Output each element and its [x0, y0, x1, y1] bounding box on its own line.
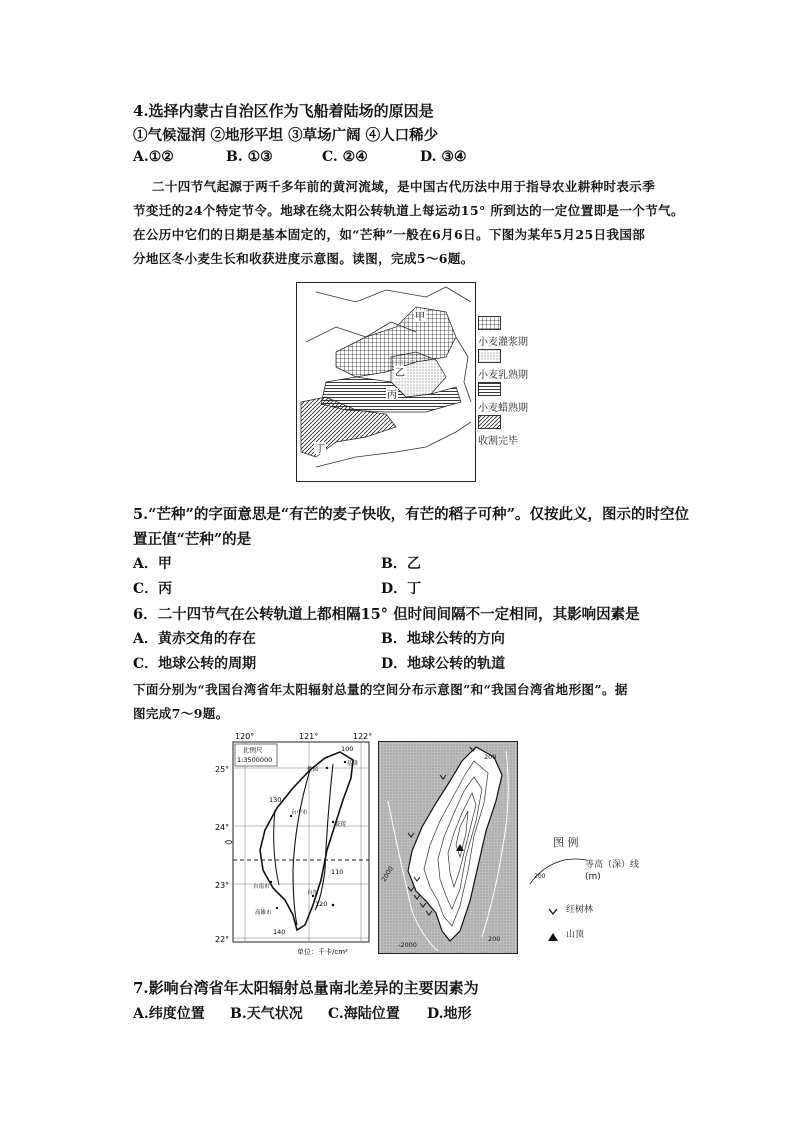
q6-stem: 6．二十四节气在公转轨道上都相隔15° 但时间间隔不一定相同，其影响因素是 [133, 606, 640, 623]
q5-stem-line-1: 5.“芒种”的字面意思是“有芒的麦子快收，有芒的稻子可种”。仅按此义，图示的时空位 [133, 506, 689, 523]
q7-option-a: A.纬度位置 [133, 1006, 205, 1022]
label-jia: 甲 [415, 312, 425, 323]
isoline-legend-symbol [520, 848, 590, 888]
city-taoyuan: 桃园 [307, 767, 319, 773]
legend-harvested-swatch [478, 415, 502, 430]
legend-graining-label: 小麦灌浆期 [478, 337, 528, 348]
isoline-140: 140 [273, 928, 286, 936]
q6-option-a: A．黄赤交角的存在 [133, 631, 256, 647]
scale-title: 比例尺 [243, 746, 263, 754]
q4-stem: 4.选择内蒙古自治区作为飞船着陆场的原因是 [133, 102, 434, 120]
legend-harvested-label: 收割完毕 [478, 436, 518, 447]
depth-label-3: 200 [488, 935, 501, 943]
q6-option-c: C．地球公转的周期 [133, 656, 257, 672]
intro-5-6-line-3: 在公历中它们的日期是基本固定的，如“芒种”一般在6月6日。下图为某年5月25日我国部 [133, 227, 646, 242]
legend-wax-swatch [478, 382, 502, 397]
lon-121: 121° [299, 732, 319, 741]
city-kaohsiung: 高雄市 [255, 910, 272, 916]
lat-25: 25° [215, 765, 230, 774]
intro-7-9-line-2: 图完成7～9题。 [133, 706, 229, 721]
legend-graining-swatch [478, 316, 502, 331]
taiwan-radiation-map [215, 730, 375, 958]
label-bing: 丙 [387, 390, 397, 401]
q4-statements: ①气候湿润 ②地形平坦 ③草场广阔 ④人口稀少 [133, 127, 439, 144]
q4-option-d: D. ③④ [420, 149, 467, 165]
q6-option-b: B．地球公转的方向 [381, 631, 505, 647]
isoline-legend-value: 200 [534, 873, 546, 880]
label-ding: 丁 [315, 444, 325, 455]
lon-120: 120° [235, 732, 255, 741]
q6-option-d: D．地球公转的轨道 [381, 656, 506, 672]
q7-option-d: D.地形 [427, 1006, 472, 1022]
city-hualien: 花莲 [335, 822, 347, 828]
depth-label-2: 2000 [379, 864, 396, 884]
terrain-legend-title: 图 例 [553, 836, 579, 849]
legend-mangrove-label: 红树林 [566, 905, 594, 915]
lat-22: 22° [215, 935, 230, 944]
q7-option-b: B.天气状况 [230, 1006, 303, 1022]
q4-option-b: B. ①③ [226, 149, 273, 165]
legend-wax-label: 小麦蜡熟期 [478, 403, 528, 414]
q5-option-d: D．丁 [381, 581, 422, 597]
q5-stem-line-2: 置正值“芒种”的是 [133, 531, 252, 548]
city-tainan: 台南市 [253, 884, 270, 890]
city-jilong: 基隆 [347, 761, 359, 767]
q4-option-c: C. ②④ [322, 149, 368, 165]
isoline-100: 100 [341, 745, 354, 753]
depth-label-1: 200 [484, 753, 497, 761]
legend-milk-label: 小麦乳熟期 [478, 370, 528, 381]
scale-value: 1:3500000 [237, 756, 273, 764]
legend-peak-label: 山顶 [566, 930, 585, 940]
isoline-110: 110 [331, 868, 344, 876]
taiwan-terrain-map [378, 741, 518, 955]
peak-icon [547, 927, 559, 937]
city-taitung: 台东 [307, 890, 319, 896]
mangrove-icon [547, 902, 559, 912]
q4-option-a: A.①② [133, 149, 174, 165]
q7-option-c: C.海陆位置 [328, 1006, 400, 1022]
wheat-progress-map [296, 282, 476, 482]
intro-5-6-line-4: 分地区冬小麦生长和收获进度示意图。读图，完成5～6题。 [133, 251, 474, 266]
lon-122: 122° [353, 732, 373, 741]
legend-isoline-label: 等高（深）线 (m) [585, 860, 640, 882]
q5-option-a: A．甲 [133, 556, 172, 572]
intro-5-6-line-2: 节变迁的24个特定节令。地球在绕太阳公转轨道上每运动15° 所到达的一定位置即是一个节气。 [133, 203, 684, 218]
city-taichung: 台中市 [291, 810, 308, 816]
lat-24: 24° [215, 823, 230, 832]
isoline-120: 120 [315, 900, 328, 908]
legend-milk-swatch [478, 349, 502, 364]
label-yi: 乙 [395, 368, 405, 379]
isoline-130: 130 [269, 796, 282, 804]
q5-option-b: B．乙 [381, 556, 421, 572]
q7-stem: 7.影响台湾省年太阳辐射总量南北差异的主要因素为 [133, 979, 479, 997]
intro-5-6-line-1: 二十四节气起源于两千多年前的黄河流域，是中国古代历法中用于指导农业耕种时表示季 [152, 179, 656, 194]
depth-label-4: -2000 [398, 941, 417, 949]
lat-23: 23° [215, 881, 230, 890]
radiation-unit: 单位：千卡/cm² [297, 948, 348, 956]
q5-option-c: C．丙 [133, 581, 173, 597]
intro-7-9-line-1: 下面分别为“我国台湾省年太阳辐射总量的空间分布示意图”和“我国台湾省地形图”。据 [133, 682, 628, 697]
